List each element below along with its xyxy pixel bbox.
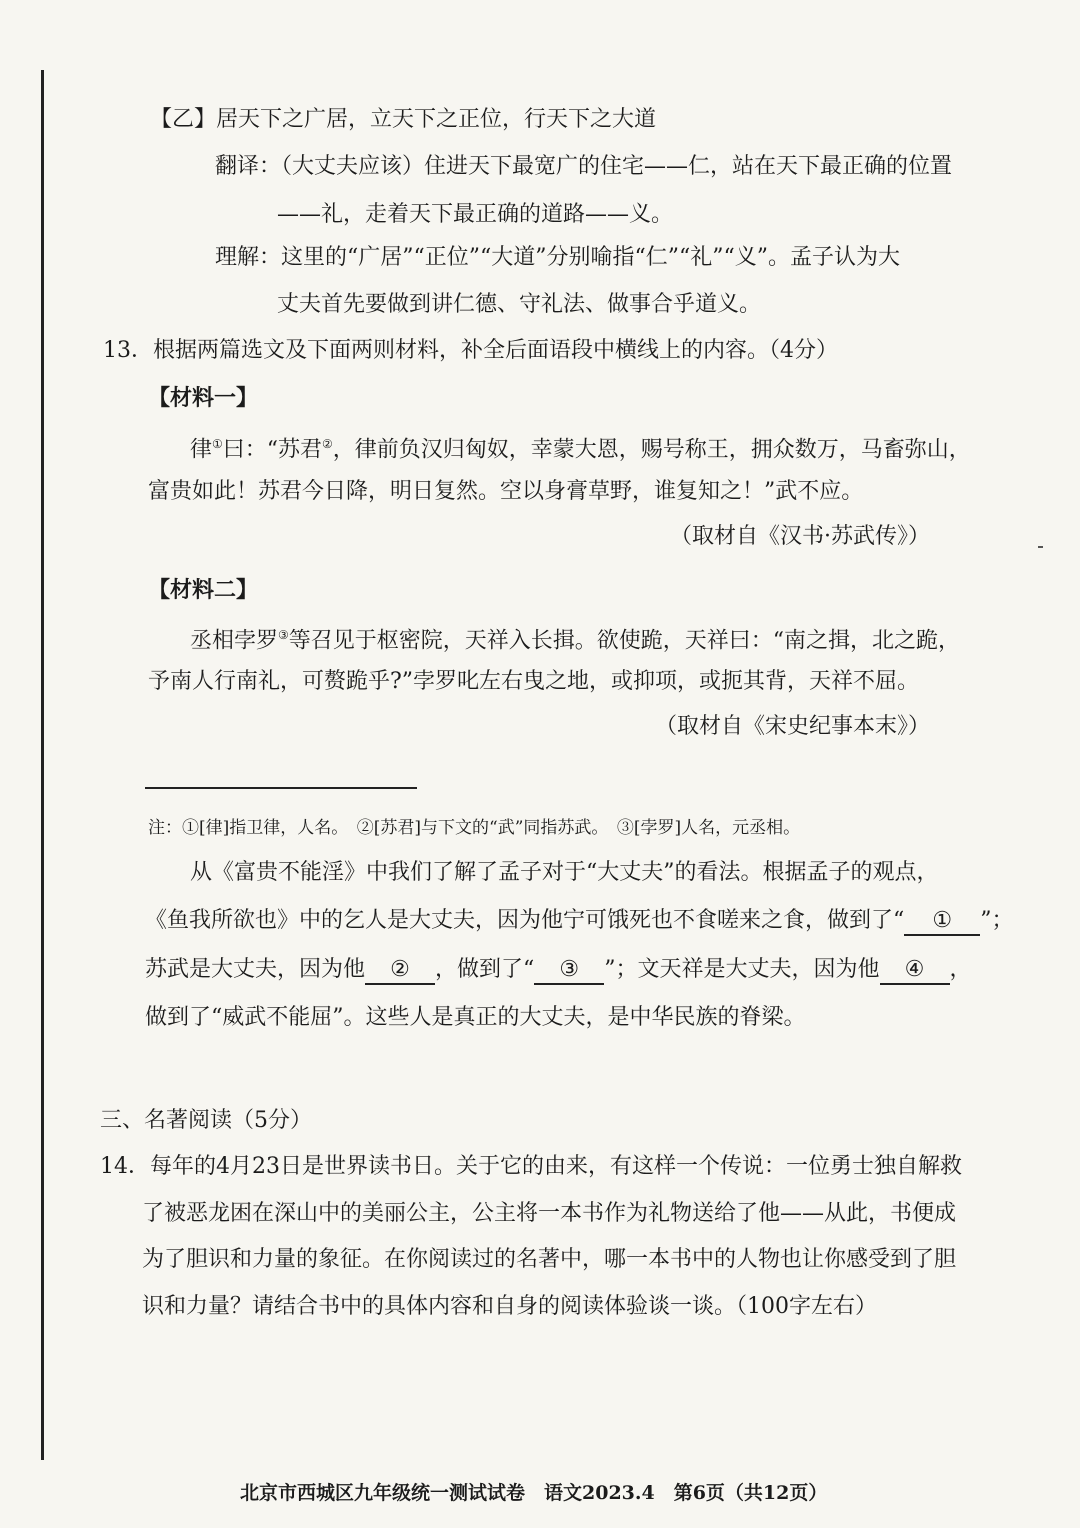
material1-text-b: 曰：“苏君 [222, 437, 323, 463]
yi-heading: 【乙】居天下之广居，立天下之正位，行天下之大道 [150, 107, 657, 132]
yi-translation-line1: 翻译：（大丈夫应该）住进天下最宽广的住宅——仁，站在天下最正确的位置 [215, 154, 953, 179]
material2-text-a: 丞相孛罗 [190, 628, 279, 654]
yi-translation-line2: ——礼，走着天下最正确的道路——义。 [277, 202, 674, 227]
passage-line3-end: ， [949, 957, 972, 982]
passage-line2-end: ”； [980, 908, 1014, 933]
passage-line3-text-b: ，做到了“ [435, 957, 535, 982]
passage-line4: 做到了“威武不能屈”。这些人是真正的大丈夫，是中华民族的脊梁。 [145, 1005, 806, 1030]
q14-line4: 识和力量？请结合书中的具体内容和自身的阅读体验谈一谈。（100字左右） [142, 1294, 877, 1319]
passage-line2 [145, 906, 1014, 936]
section3-heading: 三、名著阅读（5分） [100, 1108, 312, 1133]
passage-line3-text-a: 苏武是大丈夫，因为他 [145, 957, 366, 982]
footnote-text: 注：①[律]指卫律，人名。 ②[苏君]与下文的“武”同指苏武。 ③[孛罗]人名，元丞相。 [148, 818, 801, 838]
material1-line2: 富贵如此！苏君今日降，明日复然。空以身膏草野，谁复知之！”武不应。 [148, 479, 864, 504]
passage-line1: 从《富贵不能淫》中我们了解了孟子对于“大丈夫”的看法。根据孟子的观点， [190, 860, 939, 885]
material2-text-b: 等召见于枢密院，天祥入长揖。欲使跪，天祥曰：“南之揖，北之跪， [288, 628, 961, 654]
footnote-divider [145, 787, 417, 789]
material1-line1 [190, 429, 971, 465]
footnote-ref-3: ③ [278, 628, 289, 642]
material2-line2: 予南人行南礼，可赘跪乎?”孛罗叱左右曳之地，或抑项，或扼其背，天祥不屈。 [148, 669, 920, 694]
material2-source: （取材自《宋史纪事本末》） [654, 714, 930, 739]
material2-title: 【材料二】 [148, 577, 259, 603]
material1-source: （取材自《汉书·苏武传》） [670, 524, 930, 549]
blank-1[interactable]: ① [904, 908, 980, 936]
q14-line1: 14．每年的4月23日是世界读书日。关于它的由来，有这样一个传说：一位勇士独自解救 [100, 1154, 962, 1179]
yi-understanding-line2: 丈夫首先要做到讲仁德、守礼法、做事合乎道义。 [277, 292, 762, 317]
q14-line3: 为了胆识和力量的象征。在你阅读过的名著中，哪一本书中的人物也让你感受到了胆 [142, 1247, 957, 1272]
blank-2[interactable]: ② [365, 957, 435, 985]
footnote-ref-2: ② [322, 437, 333, 451]
q13-stem: 13．根据两篇选文及下面两则材料，补全后面语段中横线上的内容。（4分） [103, 338, 838, 363]
passage-line3-text-c: ”；文天祥是大丈夫，因为他 [604, 957, 880, 982]
passage-line3 [145, 955, 972, 985]
material1-title: 【材料一】 [148, 385, 259, 411]
blank-4[interactable]: ④ [880, 957, 950, 985]
material1-text-c: ，律前负汉归匈奴，幸蒙大恩，赐号称王，拥众数万，马畜弥山， [332, 437, 971, 463]
blank-3[interactable]: ③ [534, 957, 604, 985]
material2-line1 [190, 620, 960, 656]
binding-margin-line [41, 70, 44, 1460]
scan-mark [1038, 546, 1043, 548]
yi-understanding-line1: 理解：这里的“广居”“正位”“大道”分别喻指“仁”“礼”“义”。孟子认为大 [215, 245, 900, 270]
footnote-ref-1: ① [212, 437, 223, 451]
material1-text-a: 律 [190, 437, 213, 463]
page-footer: 北京市西城区九年级统一测试试卷 语文2023.4 第6页（共12页） [240, 1482, 828, 1504]
q14-line2: 了被恶龙困在深山中的美丽公主，公主将一本书作为礼物送给了他——从此，书便成 [142, 1201, 957, 1226]
passage-line2-text: 《鱼我所欲也》中的乞人是大丈夫，因为他宁可饿死也不食嗟来之食，做到了“ [145, 908, 905, 933]
